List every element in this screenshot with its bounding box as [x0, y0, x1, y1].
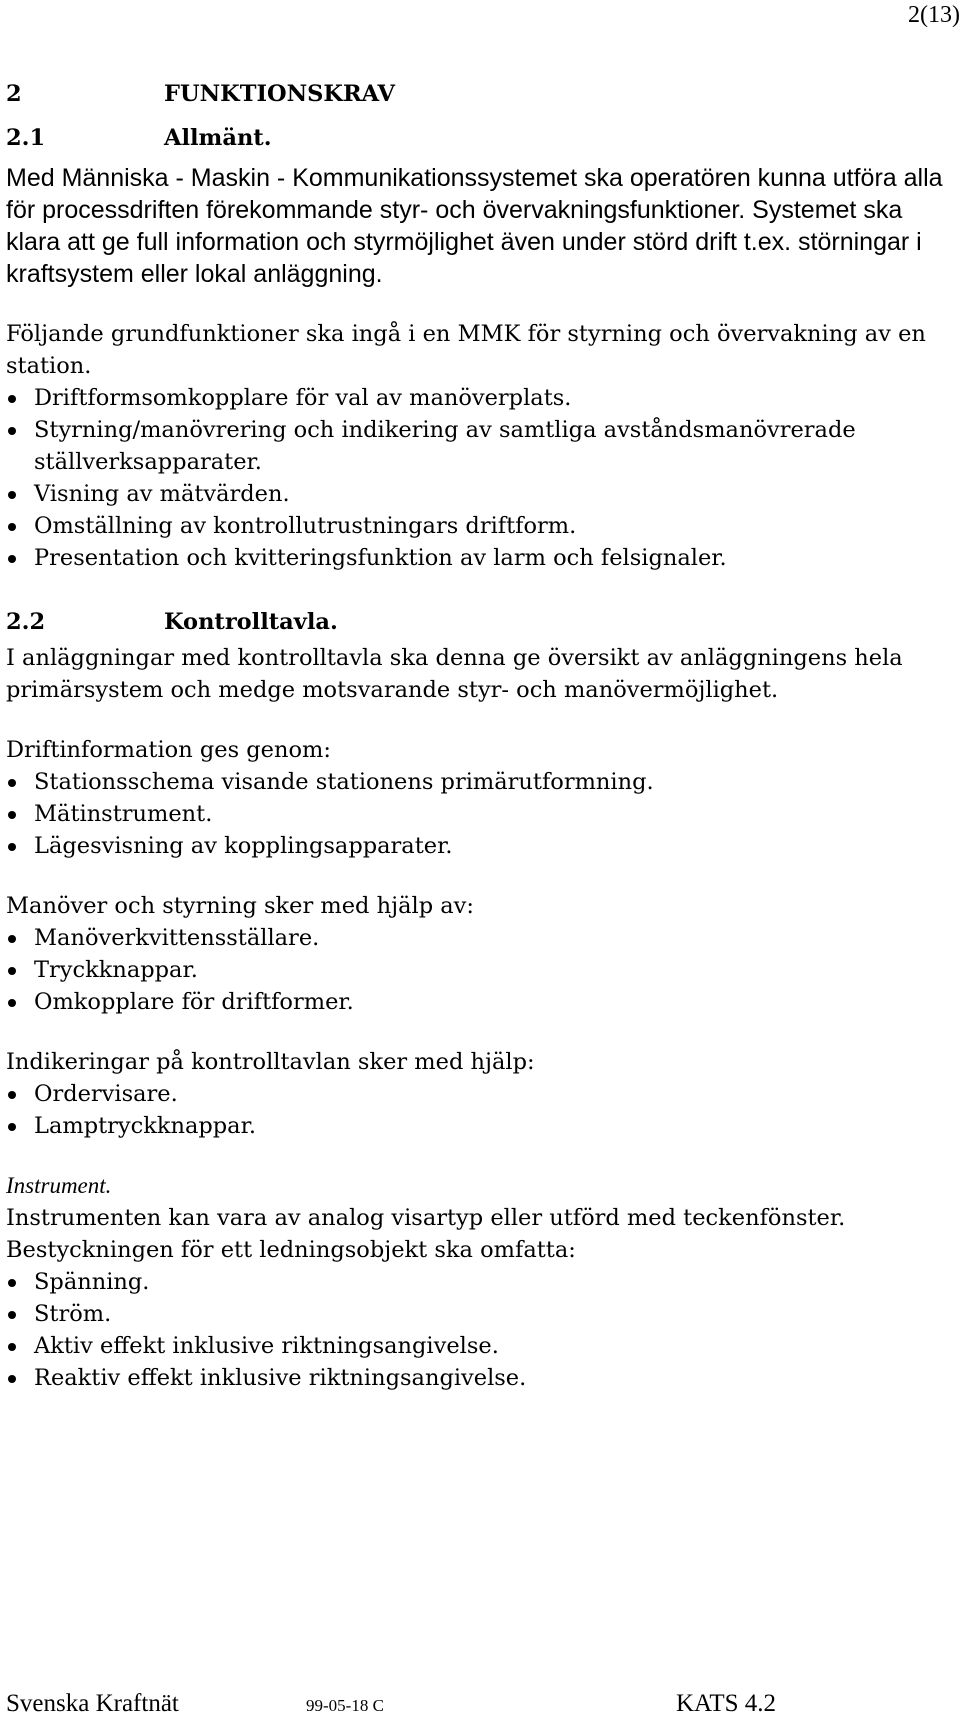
list-item: Ordervisare. — [6, 1078, 954, 1110]
list-item: Lägesvisning av kopplingsapparater. — [6, 830, 954, 862]
intro-paragraph: Med Människa - Maskin - Kommunikationssystemet ska operatören kunna utföra alla för processdriften förekommande styr- och övervakningsfunktioner. Systemet ska klara att ge full information och styrmöjlighet även under störd drift t.ex. störningar i kraftsystem eller lokal anläggning. — [6, 164, 943, 288]
list-item: Omkopplare för driftformer. — [6, 986, 954, 1018]
list-item: Lamptryckknappar. — [6, 1110, 954, 1142]
instrument-heading: Instrument. — [6, 1173, 112, 1198]
footer-date: 99-05-18 C — [306, 1696, 384, 1715]
list-item: Manöverkvittensställare. — [6, 922, 954, 954]
footer-organization: Svenska Kraftnät — [6, 1690, 179, 1717]
equipment-intro: Bestyckningen för ett ledningsobjekt ska omfatta: — [6, 1237, 576, 1263]
list-item: Aktiv effekt inklusive riktningsangivelse. — [6, 1330, 954, 1362]
equipment-list — [6, 1266, 954, 1394]
list-item: Presentation och kvitteringsfunktion av larm och felsignaler. — [6, 542, 954, 574]
functions-intro: Följande grundfunktioner ska ingå i en MMK för styrning och övervakning av en station. — [6, 321, 926, 379]
list-item: Mätinstrument. — [6, 798, 954, 830]
info-intro: Driftinformation ges genom: — [6, 737, 331, 763]
control-board-intro: I anläggningar med kontrolltavla ska denna ge översikt av anläggningens hela primärsystem och medge motsvarande styr- och manövermöjlighet. — [6, 645, 903, 703]
control-list — [6, 922, 954, 1018]
section-number: 2.2 — [6, 609, 46, 635]
list-item: Spänning. — [6, 1266, 954, 1298]
section-heading-2 — [6, 78, 954, 110]
section-title: Kontrolltavla. — [164, 609, 338, 635]
control-intro: Manöver och styrning sker med hjälp av: — [6, 893, 474, 919]
section-number: 2.1 — [6, 125, 46, 151]
page-footer — [6, 1690, 954, 1724]
section-title: Allmänt. — [164, 125, 272, 151]
section-heading-2-1 — [6, 122, 954, 154]
list-item: Tryckknappar. — [6, 954, 954, 986]
list-item: Styrning/manövrering och indikering av samtliga avståndsmanövrerade ställverksapparater. — [6, 414, 954, 478]
info-list — [6, 766, 954, 862]
list-item: Stationsschema visande stationens primärutformning. — [6, 766, 954, 798]
section-title: FUNKTIONSKRAV — [164, 81, 395, 107]
list-item: Ström. — [6, 1298, 954, 1330]
list-item: Reaktiv effekt inklusive riktningsangivelse. — [6, 1362, 954, 1394]
document-body — [6, 78, 954, 1394]
list-item: Visning av mätvärden. — [6, 478, 954, 510]
list-item: Driftformsomkopplare för val av manöverplats. — [6, 382, 954, 414]
footer-doc-code: KATS 4.2 — [676, 1690, 777, 1717]
instrument-text: Instrumenten kan vara av analog visartyp eller utförd med teckenfönster. — [6, 1205, 846, 1231]
section-heading-2-2 — [6, 606, 954, 638]
indication-intro: Indikeringar på kontrolltavlan sker med hjälp: — [6, 1049, 535, 1075]
list-item: Omställning av kontrollutrustningars driftform. — [6, 510, 954, 542]
section-number: 2 — [6, 81, 22, 107]
functions-list — [6, 382, 954, 574]
indication-list — [6, 1078, 954, 1142]
